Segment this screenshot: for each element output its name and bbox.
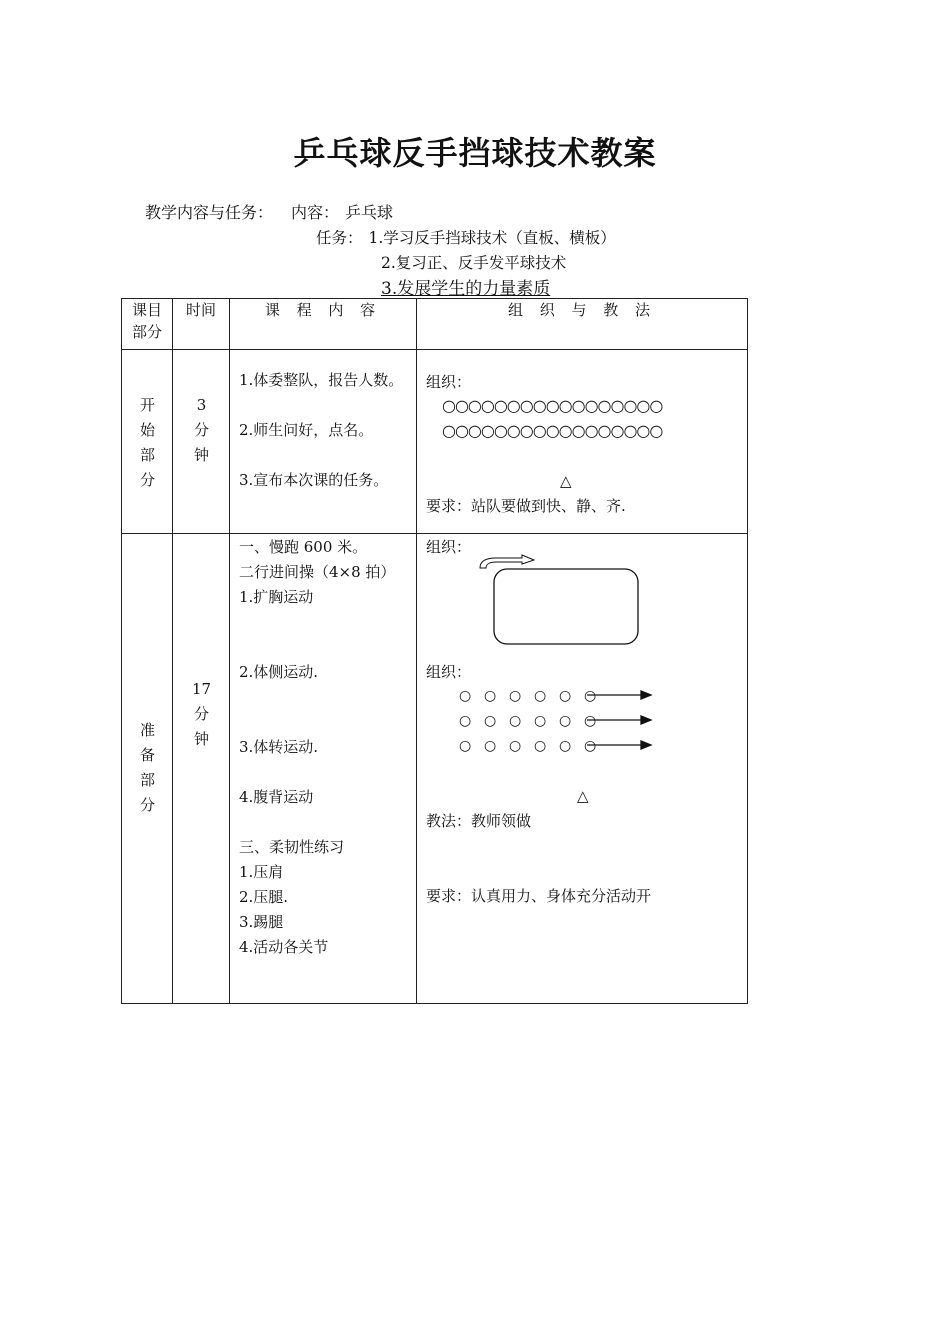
student-circle: ○ — [459, 738, 472, 754]
student-circle: ○ — [559, 688, 572, 704]
row1-org — [417, 350, 748, 534]
tasks-label: 任务： — [316, 229, 363, 247]
content-value: 乒乓球 — [345, 203, 394, 222]
student-circle: ○ — [559, 713, 572, 729]
student-circle: ○ — [584, 688, 597, 704]
student-circle: ○ — [484, 713, 497, 729]
task-1: 1.学习反手挡球技术（直板、横板） — [368, 229, 616, 247]
row1-part — [122, 350, 173, 534]
content-line: 1.扩胸运动 — [239, 588, 314, 606]
content-line: 一、慢跑 600 米。 — [239, 538, 368, 556]
student-circle: ○ — [584, 738, 597, 754]
header-part-line1: 课目 — [131, 301, 162, 319]
content-line: 1.压肩 — [239, 863, 284, 881]
content-line: 3.宣布本次课的任务。 — [239, 471, 389, 489]
content-line: 二行进间操（4×8 拍） — [239, 563, 396, 581]
header-content: 课 程 内 容 — [230, 299, 417, 350]
content-line: 3.体转运动. — [239, 738, 319, 756]
content-line: 2.师生问好，点名。 — [239, 421, 374, 439]
table-row — [122, 534, 748, 1004]
method-text: 教法：教师领做 — [426, 812, 532, 830]
row2-part-char: 分 — [139, 796, 155, 814]
content-line: 4.腹背运动 — [239, 788, 314, 806]
arrow-head-icon — [641, 741, 651, 749]
header-part-line2: 部分 — [131, 323, 162, 341]
table-row — [122, 350, 748, 534]
org-label: 组织： — [426, 373, 472, 391]
arrow-head-icon — [641, 691, 651, 699]
running-track-diagram — [472, 552, 652, 652]
row2-time — [173, 534, 230, 1004]
row1-part-char: 部 — [139, 446, 155, 464]
content-line: 2.体侧运动. — [239, 663, 319, 681]
header-time: 时间 — [173, 299, 230, 350]
row2-part — [122, 534, 173, 1004]
teaching-content-label: 教学内容与任务： — [145, 203, 274, 222]
student-circle: ○ — [509, 713, 522, 729]
row2-org — [417, 534, 748, 1004]
student-circle: ○ — [459, 688, 472, 704]
row2-content — [230, 534, 417, 1004]
content-line: 2.压腿. — [239, 888, 289, 906]
student-circle: ○ — [484, 688, 497, 704]
student-circle: ○ — [509, 738, 522, 754]
org-label: 组织： — [426, 663, 472, 681]
student-circle: ○ — [459, 713, 472, 729]
student-circle: ○ — [509, 688, 522, 704]
content-line: 3.踢腿 — [239, 913, 284, 931]
student-circle: ○ — [584, 713, 597, 729]
teacher-position-mark: △ — [560, 472, 572, 490]
content-label: 内容： — [291, 203, 340, 222]
content-line: 三、柔韧性练习 — [239, 838, 345, 856]
student-circle: ○ — [534, 688, 547, 704]
arrow-head-icon — [641, 716, 651, 724]
row2-time-value: 17 — [191, 680, 212, 698]
row1-time-unit: 分 — [193, 421, 209, 439]
row1-time-unit: 钟 — [193, 446, 209, 464]
student-circle: ○ — [534, 738, 547, 754]
row1-part-char: 始 — [139, 421, 155, 439]
task-line-1 — [316, 226, 616, 248]
row2-part-char: 部 — [139, 771, 155, 789]
lesson-plan-table — [121, 298, 748, 1004]
task-3: 3.发展学生的力量素质 — [381, 279, 551, 299]
row1-time — [173, 350, 230, 534]
teaching-content-line — [145, 200, 393, 223]
row2-time-unit: 分 — [193, 705, 209, 723]
teacher-position-mark: △ — [577, 787, 589, 805]
row1-part-char: 分 — [139, 471, 155, 489]
student-circle: ○ — [534, 713, 547, 729]
row1-content — [230, 350, 417, 534]
row2-part-char: 准 — [139, 721, 155, 739]
content-line: 4.活动各关节 — [239, 938, 329, 956]
student-circle: ○ — [484, 738, 497, 754]
header-part — [122, 299, 173, 350]
task-2: 2.复习正、反手发平球技术 — [381, 254, 567, 272]
page-title: 乒乓球反手挡球技术教案 — [293, 134, 657, 172]
row1-part-char: 开 — [139, 396, 155, 414]
student-formation-row: ○○○○○○○○○○○○○○○○○ — [442, 396, 663, 415]
row1-time-value: 3 — [196, 396, 207, 414]
movement-arrows — [585, 685, 665, 755]
requirement-text: 要求：认真用力、身体充分活动开 — [426, 887, 652, 905]
header-org: 组 织 与 教 法 — [417, 299, 748, 350]
row2-time-unit: 钟 — [193, 730, 209, 748]
student-formation-row: ○○○○○○○○○○○○○○○○○ — [442, 421, 663, 440]
requirement-text: 要求：站队要做到快、静、齐. — [426, 497, 626, 515]
track-loop — [494, 569, 638, 644]
curved-arrow-icon — [480, 555, 534, 568]
table-header-row — [122, 299, 748, 350]
row2-part-char: 备 — [139, 746, 155, 764]
student-circle: ○ — [559, 738, 572, 754]
content-line: 1.体委整队，报告人数。 — [239, 371, 404, 389]
org-label: 组织： — [426, 538, 472, 556]
